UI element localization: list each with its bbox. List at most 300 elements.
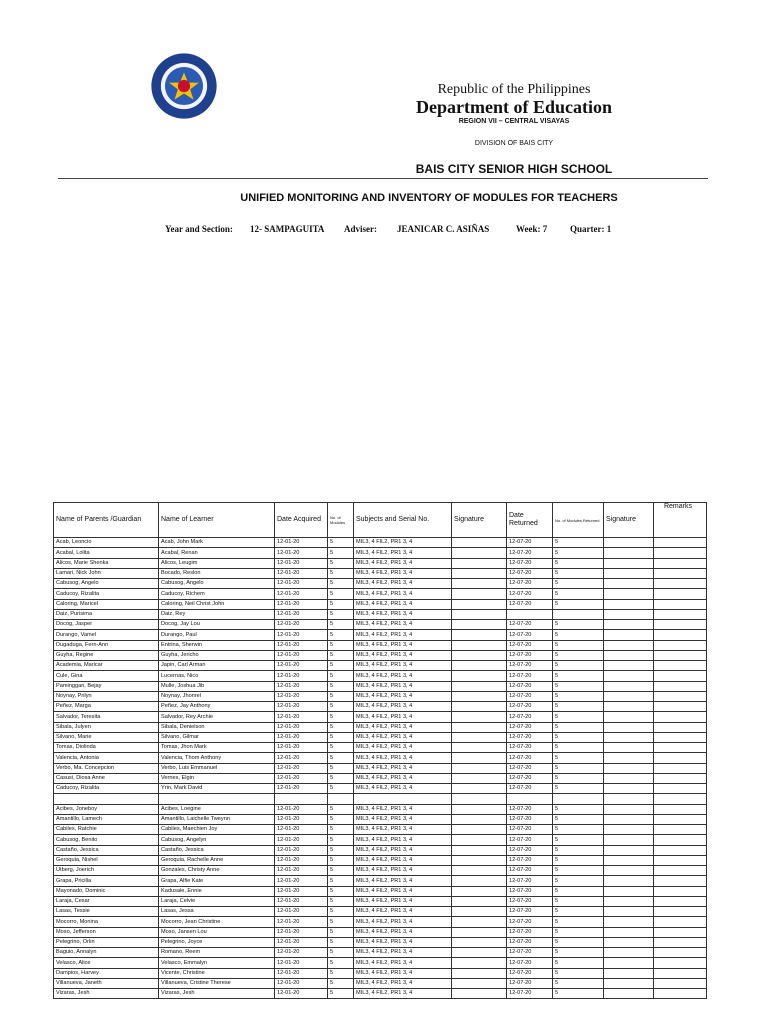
no-modules-cell: 5: [328, 681, 354, 691]
signature-2-cell: [604, 989, 654, 999]
parent-cell: Peñez, Marga: [54, 702, 159, 712]
remarks-cell: [654, 927, 707, 937]
no-modules-cell: 5: [328, 579, 354, 589]
subjects-cell: MIL3, 4 FIL2, PR1 3, 4: [354, 589, 452, 599]
date-acquired-cell: 12-01-20: [275, 845, 328, 855]
parent-cell: Baguio, Annalyn: [54, 948, 159, 958]
signature-cell: [452, 804, 507, 814]
date-returned-cell: 12-07-20: [507, 558, 553, 568]
signature-2-cell: [604, 978, 654, 988]
signature-cell: [452, 825, 507, 835]
remarks-cell: [654, 650, 707, 660]
signature-cell: [452, 630, 507, 640]
no-returned-cell: 5: [553, 568, 604, 578]
date-returned-cell: 12-07-20: [507, 568, 553, 578]
date-acquired-cell: 12-01-20: [275, 681, 328, 691]
signature-cell: [452, 671, 507, 681]
module-inventory-table: [53, 502, 707, 999]
date-acquired-cell: 12-01-20: [275, 609, 328, 619]
subjects-cell: MIL3, 4 FIL2, PR1 3, 4: [354, 958, 452, 968]
table-row: [54, 702, 707, 712]
subjects-cell: MIL3, 4 FIL2, PR1 3, 4: [354, 579, 452, 589]
table-row: [54, 579, 707, 589]
table-row: [54, 568, 707, 578]
year-section-label: Year and Section:: [165, 224, 233, 234]
no-returned-cell: 5: [553, 896, 604, 906]
table-row: [54, 712, 707, 722]
no-modules-cell: 5: [328, 804, 354, 814]
no-modules-cell: 5: [328, 845, 354, 855]
date-acquired-cell: 12-01-20: [275, 691, 328, 701]
signature-cell: [452, 691, 507, 701]
date-acquired-cell: 12-01-20: [275, 620, 328, 630]
date-acquired-cell: 12-01-20: [275, 548, 328, 558]
table-row: [54, 640, 707, 650]
col-parents: Name of Parents /Guardian: [54, 503, 159, 538]
table-row: [54, 773, 707, 783]
parent-cell: Caducoy, Rizalita: [54, 589, 159, 599]
signature-cell: [452, 896, 507, 906]
learner-cell: Docog, Jay Lou: [159, 620, 275, 630]
remarks-cell: [654, 866, 707, 876]
parent-cell: Durango, Vamel: [54, 630, 159, 640]
col-no-returned: No. of Modules Returned: [553, 503, 604, 538]
no-returned-cell: 5: [553, 866, 604, 876]
parent-cell: Daiz, Purisima: [54, 609, 159, 619]
subjects-cell: MIL3, 4 FIL2, PR1 3, 4: [354, 978, 452, 988]
no-returned-cell: 5: [553, 886, 604, 896]
no-returned-cell: 5: [553, 825, 604, 835]
no-returned-cell: 5: [553, 927, 604, 937]
learner-cell: Acab, John Mark: [159, 538, 275, 548]
no-returned-cell: 5: [553, 784, 604, 794]
republic-line: Republic of the Philippines: [437, 82, 591, 97]
date-returned-cell: 12-07-20: [507, 743, 553, 753]
subjects-cell: MIL3, 4 FIL2, PR1 3, 4: [354, 558, 452, 568]
date-returned-cell: 12-07-20: [507, 661, 553, 671]
col-learner: Name of Learner: [159, 503, 275, 538]
col-no-modules: No. of Modules: [328, 503, 354, 538]
learner-cell: Japin, Carl Arman: [159, 661, 275, 671]
signature-2-cell: [604, 907, 654, 917]
signature-2-cell: [604, 784, 654, 794]
signature-2-cell: [604, 548, 654, 558]
subjects-cell: MIL3, 4 FIL2, PR1 3, 4: [354, 825, 452, 835]
no-modules-cell: 5: [328, 640, 354, 650]
signature-cell: [452, 620, 507, 630]
subjects-cell: MIL3, 4 FIL2, PR1 3, 4: [354, 845, 452, 855]
remarks-cell: [654, 558, 707, 568]
signature-2-cell: [604, 814, 654, 824]
remarks-cell: [654, 630, 707, 640]
learner-cell: Pelegrino, Joyce: [159, 937, 275, 947]
learner-cell: Geroquia, Rachelle Anne: [159, 855, 275, 865]
no-modules-cell: 5: [328, 722, 354, 732]
parent-cell: Cabiles, Ratchie: [54, 825, 159, 835]
remarks-cell: [654, 968, 707, 978]
parent-cell: Acibes, Joneboy: [54, 804, 159, 814]
learner-cell: Lucernas, Nico: [159, 671, 275, 681]
parent-cell: Villanueva, Janeth: [54, 978, 159, 988]
learner-cell: Bocado, Reslon: [159, 568, 275, 578]
parent-cell: Salvador, Teresita: [54, 712, 159, 722]
date-acquired-cell: 12-01-20: [275, 743, 328, 753]
date-returned-cell: 12-07-20: [507, 579, 553, 589]
signature-2-cell: [604, 927, 654, 937]
subjects-cell: MIL3, 4 FIL2, PR1 3, 4: [354, 968, 452, 978]
date-acquired-cell: 12-01-20: [275, 599, 328, 609]
no-returned-cell: 5: [553, 538, 604, 548]
remarks-cell: [654, 712, 707, 722]
signature-cell: [452, 855, 507, 865]
col-signature-2: Signature: [604, 503, 654, 538]
no-returned-cell: 5: [553, 845, 604, 855]
signature-2-cell: [604, 866, 654, 876]
date-returned-cell: 12-07-20: [507, 548, 553, 558]
date-acquired-cell: 12-01-20: [275, 650, 328, 660]
remarks-cell: [654, 845, 707, 855]
no-returned-cell: 5: [553, 630, 604, 640]
no-returned-cell: 5: [553, 548, 604, 558]
learner-cell: Silvano, Gilmar: [159, 732, 275, 742]
date-acquired-cell: 12-01-20: [275, 876, 328, 886]
learner-cell: Tomas, Jhon Mark: [159, 743, 275, 753]
parent-cell: Noynay, Prilyn: [54, 691, 159, 701]
signature-cell: [452, 599, 507, 609]
remarks-cell: [654, 825, 707, 835]
no-returned-cell: 5: [553, 650, 604, 660]
signature-cell: [452, 702, 507, 712]
subjects-cell: MIL3, 4 FIL2, PR1 3, 4: [354, 681, 452, 691]
parent-cell: Sibala, Julyen: [54, 722, 159, 732]
no-modules-cell: 5: [328, 589, 354, 599]
subjects-cell: MIL3, 4 FIL2, PR1 3, 4: [354, 886, 452, 896]
table-row: [54, 722, 707, 732]
parent-cell: Guyha, Regine: [54, 650, 159, 660]
date-returned-cell: [507, 794, 553, 804]
date-returned-cell: 12-07-20: [507, 712, 553, 722]
date-returned-cell: 12-07-20: [507, 599, 553, 609]
parent-cell: Tomas, Diolinda: [54, 743, 159, 753]
table-row: [54, 968, 707, 978]
date-acquired-cell: 12-01-20: [275, 825, 328, 835]
date-returned-cell: 12-07-20: [507, 896, 553, 906]
remarks-cell: [654, 753, 707, 763]
parent-cell: Paminggan, Bejay: [54, 681, 159, 691]
subjects-cell: MIL3, 4 FIL2, PR1 3, 4: [354, 753, 452, 763]
remarks-cell: [654, 784, 707, 794]
signature-cell: [452, 845, 507, 855]
col-date-acquired: Date Acquired: [275, 503, 328, 538]
date-acquired-cell: 12-01-20: [275, 579, 328, 589]
no-modules-cell: 5: [328, 773, 354, 783]
subjects-cell: MIL3, 4 FIL2, PR1 3, 4: [354, 702, 452, 712]
learner-cell: Mocorro, Jean Christine: [159, 917, 275, 927]
no-returned-cell: 5: [553, 814, 604, 824]
date-acquired-cell: 12-01-20: [275, 732, 328, 742]
remarks-cell: [654, 886, 707, 896]
signature-cell: [452, 732, 507, 742]
table-row: [54, 743, 707, 753]
region-line: REGION VII – CENTRAL VISAYAS: [458, 118, 570, 125]
table-row: [54, 691, 707, 701]
parent-cell: Acab, Leoncio: [54, 538, 159, 548]
date-acquired-cell: 12-01-20: [275, 835, 328, 845]
parent-cell: Cule, Gina: [54, 671, 159, 681]
signature-cell: [452, 989, 507, 999]
signature-2-cell: [604, 753, 654, 763]
table-row: [54, 845, 707, 855]
subjects-cell: MIL3, 4 FIL2, PR1 3, 4: [354, 650, 452, 660]
parent-cell: Docog, Jasper: [54, 620, 159, 630]
no-returned-cell: 5: [553, 661, 604, 671]
table-row: [54, 958, 707, 968]
no-modules-cell: 5: [328, 968, 354, 978]
subjects-cell: MIL3, 4 FIL2, PR1 3, 4: [354, 620, 452, 630]
date-acquired-cell: 12-01-20: [275, 538, 328, 548]
year-section-value: 12- SAMPAGUITA: [250, 224, 325, 234]
signature-cell: [452, 568, 507, 578]
remarks-cell: [654, 548, 707, 558]
date-returned-cell: 12-07-20: [507, 989, 553, 999]
col-subjects: Subjects and Serial No.: [354, 503, 452, 538]
table-row: [54, 558, 707, 568]
signature-2-cell: [604, 609, 654, 619]
date-returned-cell: 12-07-20: [507, 640, 553, 650]
remarks-cell: [654, 743, 707, 753]
school-name: BAIS CITY SENIOR HIGH SCHOOL: [415, 162, 613, 176]
subjects-cell: MIL3, 4 FIL2, PR1 3, 4: [354, 538, 452, 548]
parent-cell: Silvano, Marie: [54, 732, 159, 742]
subjects-cell: MIL3, 4 FIL2, PR1 3, 4: [354, 763, 452, 773]
date-returned-cell: [507, 609, 553, 619]
signature-2-cell: [604, 804, 654, 814]
remarks-cell: [654, 896, 707, 906]
parent-cell: Academia, Maricar: [54, 661, 159, 671]
date-returned-cell: 12-07-20: [507, 886, 553, 896]
date-acquired-cell: 12-01-20: [275, 927, 328, 937]
no-returned-cell: 5: [553, 958, 604, 968]
no-returned-cell: 5: [553, 671, 604, 681]
date-acquired-cell: [275, 794, 328, 804]
parent-cell: Vizaras, Jesh: [54, 989, 159, 999]
parent-cell: Utberg, Joerich: [54, 866, 159, 876]
no-returned-cell: 5: [553, 968, 604, 978]
signature-2-cell: [604, 630, 654, 640]
date-acquired-cell: 12-01-20: [275, 958, 328, 968]
signature-2-cell: [604, 650, 654, 660]
subjects-cell: MIL3, 4 FIL2, PR1 3, 4: [354, 804, 452, 814]
signature-cell: [452, 558, 507, 568]
date-acquired-cell: 12-01-20: [275, 763, 328, 773]
remarks-cell: [654, 620, 707, 630]
parent-cell: Grapa, Pricilla: [54, 876, 159, 886]
signature-cell: [452, 866, 507, 876]
signature-2-cell: [604, 825, 654, 835]
signature-2-cell: [604, 722, 654, 732]
no-modules-cell: 5: [328, 784, 354, 794]
remarks-cell: [654, 722, 707, 732]
remarks-cell: [654, 948, 707, 958]
table-row: [54, 589, 707, 599]
no-returned-cell: 5: [553, 712, 604, 722]
no-returned-cell: 5: [553, 599, 604, 609]
subjects-cell: MIL3, 4 FIL2, PR1 3, 4: [354, 917, 452, 927]
subjects-cell: MIL3, 4 FIL2, PR1 3, 4: [354, 989, 452, 999]
date-returned-cell: 12-07-20: [507, 763, 553, 773]
learner-cell: Moso, Jansen Lou: [159, 927, 275, 937]
subjects-cell: MIL3, 4 FIL2, PR1 3, 4: [354, 927, 452, 937]
parent-cell: Caloring, Maricel: [54, 599, 159, 609]
no-returned-cell: 5: [553, 558, 604, 568]
remarks-cell: [654, 599, 707, 609]
subjects-cell: MIL3, 4 FIL2, PR1 3, 4: [354, 937, 452, 947]
date-acquired-cell: 12-01-20: [275, 907, 328, 917]
remarks-cell: [654, 773, 707, 783]
learner-cell: Lasas, Jessa: [159, 907, 275, 917]
date-acquired-cell: 12-01-20: [275, 978, 328, 988]
learner-cell: Yrin, Mark David: [159, 784, 275, 794]
no-modules-cell: 5: [328, 835, 354, 845]
signature-cell: [452, 968, 507, 978]
remarks-cell: [654, 702, 707, 712]
date-acquired-cell: 12-01-20: [275, 886, 328, 896]
signature-2-cell: [604, 968, 654, 978]
table-row: [54, 855, 707, 865]
subjects-cell: MIL3, 4 FIL2, PR1 3, 4: [354, 907, 452, 917]
subjects-cell: MIL3, 4 FIL2, PR1 3, 4: [354, 835, 452, 845]
table-row: [54, 794, 707, 804]
learner-cell: Amantillo, Laichelle Tweynn: [159, 814, 275, 824]
table-row: [54, 671, 707, 681]
learner-cell: Gonzales, Christy Anne: [159, 866, 275, 876]
learner-cell: Acibes, Loegine: [159, 804, 275, 814]
subjects-cell: MIL3, 4 FIL2, PR1 3, 4: [354, 691, 452, 701]
date-returned-cell: 12-07-20: [507, 691, 553, 701]
subjects-cell: MIL3, 4 FIL2, PR1 3, 4: [354, 866, 452, 876]
no-returned-cell: 5: [553, 640, 604, 650]
signature-cell: [452, 794, 507, 804]
no-returned-cell: 5: [553, 855, 604, 865]
table-row: [54, 989, 707, 999]
table-row: [54, 907, 707, 917]
date-acquired-cell: 12-01-20: [275, 568, 328, 578]
no-returned-cell: 5: [553, 907, 604, 917]
no-modules-cell: 5: [328, 814, 354, 824]
learner-cell: Grapa, Alfie Kate: [159, 876, 275, 886]
signature-2-cell: [604, 702, 654, 712]
no-modules-cell: 5: [328, 548, 354, 558]
date-returned-cell: 12-07-20: [507, 784, 553, 794]
no-returned-cell: 5: [553, 691, 604, 701]
signature-cell: [452, 773, 507, 783]
date-acquired-cell: 12-01-20: [275, 661, 328, 671]
signature-cell: [452, 876, 507, 886]
date-acquired-cell: 12-01-20: [275, 896, 328, 906]
no-returned-cell: 5: [553, 763, 604, 773]
date-returned-cell: 12-07-20: [507, 927, 553, 937]
remarks-cell: [654, 661, 707, 671]
date-acquired-cell: 12-01-20: [275, 917, 328, 927]
no-modules-cell: 5: [328, 620, 354, 630]
date-acquired-cell: 12-01-20: [275, 712, 328, 722]
learner-cell: Velasco, Emmalyn: [159, 958, 275, 968]
parent-cell: Velasco, Alice: [54, 958, 159, 968]
signature-2-cell: [604, 681, 654, 691]
col-signature: Signature: [452, 503, 507, 538]
table-row: [54, 917, 707, 927]
form-title: UNIFIED MONITORING AND INVENTORY OF MODULES FOR TEACHERS: [240, 192, 618, 204]
remarks-cell: [654, 907, 707, 917]
signature-2-cell: [604, 896, 654, 906]
table-row: [54, 804, 707, 814]
no-modules-cell: 5: [328, 599, 354, 609]
signature-cell: [452, 722, 507, 732]
date-returned-cell: 12-07-20: [507, 753, 553, 763]
learner-cell: Cabusog, Angelo: [159, 579, 275, 589]
date-returned-cell: 12-07-20: [507, 681, 553, 691]
signature-2-cell: [604, 845, 654, 855]
date-returned-cell: 12-07-20: [507, 968, 553, 978]
parent-cell: Acabal, Lolita: [54, 548, 159, 558]
parent-cell: Dugaduga, Fern-Ann: [54, 640, 159, 650]
no-modules-cell: 5: [328, 876, 354, 886]
signature-2-cell: [604, 773, 654, 783]
quarter-label: Quarter: 1: [570, 224, 612, 234]
date-returned-cell: 12-07-20: [507, 630, 553, 640]
remarks-cell: [654, 876, 707, 886]
date-returned-cell: 12-07-20: [507, 825, 553, 835]
learner-cell: Castaño, Jessica: [159, 845, 275, 855]
date-returned-cell: 12-07-20: [507, 722, 553, 732]
signature-2-cell: [604, 589, 654, 599]
date-returned-cell: 12-07-20: [507, 876, 553, 886]
table-row: [54, 732, 707, 742]
date-acquired-cell: 12-01-20: [275, 671, 328, 681]
remarks-cell: [654, 835, 707, 845]
learner-cell: [159, 794, 275, 804]
table-row: [54, 835, 707, 845]
signature-cell: [452, 640, 507, 650]
date-acquired-cell: 12-01-20: [275, 722, 328, 732]
no-returned-cell: 5: [553, 702, 604, 712]
subjects-cell: MIL3, 4 FIL2, PR1 3, 4: [354, 743, 452, 753]
learner-cell: Vicente, Christine: [159, 968, 275, 978]
no-modules-cell: 5: [328, 907, 354, 917]
no-modules-cell: 5: [328, 712, 354, 722]
table-row: [54, 681, 707, 691]
signature-2-cell: [604, 661, 654, 671]
learner-cell: Caducoy, Richem: [159, 589, 275, 599]
no-returned-cell: 5: [553, 589, 604, 599]
date-acquired-cell: 12-01-20: [275, 640, 328, 650]
date-returned-cell: 12-07-20: [507, 855, 553, 865]
no-returned-cell: 5: [553, 722, 604, 732]
date-acquired-cell: 12-01-20: [275, 804, 328, 814]
signature-cell: [452, 579, 507, 589]
no-modules-cell: 5: [328, 732, 354, 742]
no-modules-cell: 5: [328, 989, 354, 999]
adviser-value: JEANICAR C. ASIÑAS: [397, 224, 490, 234]
signature-cell: [452, 753, 507, 763]
signature-2-cell: [604, 558, 654, 568]
learner-cell: Mulle, Joshua Jib: [159, 681, 275, 691]
subjects-cell: MIL3, 4 FIL2, PR1 3, 4: [354, 630, 452, 640]
col-remarks: Remarks: [654, 503, 707, 538]
no-returned-cell: 5: [553, 876, 604, 886]
table-row: [54, 886, 707, 896]
table-row: [54, 927, 707, 937]
